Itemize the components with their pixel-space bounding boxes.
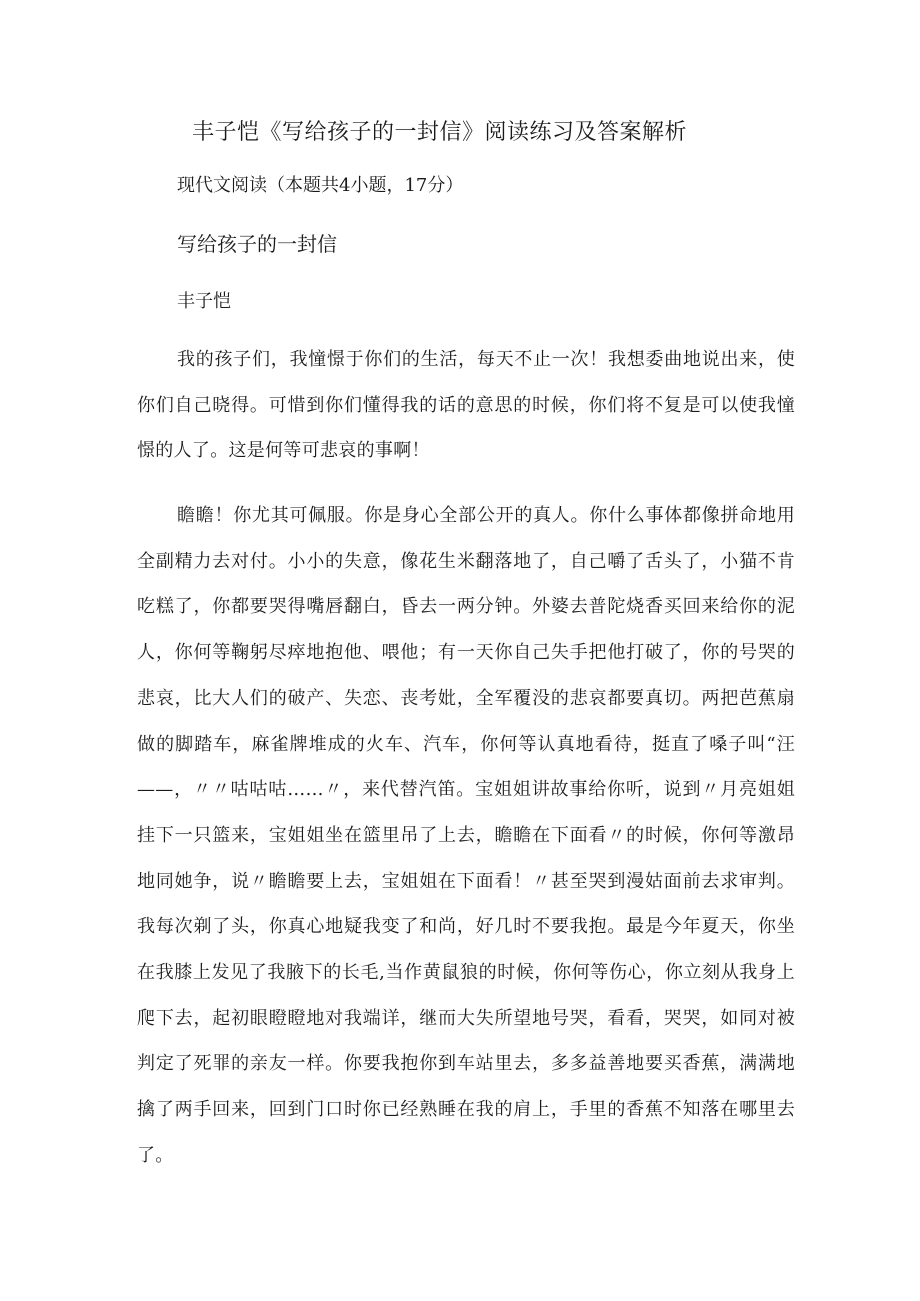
paragraph-1: 我的孩子们，我憧憬于你们的生活，每天不止一次！我想委曲地说出来，使你们自己晓得。可惜到你们懂得我的话的意思的时候，你们将不复是可以使我憧憬的人了。这是何等可悲哀的事啊！ (137, 349, 795, 462)
article-title: 写给孩子的一封信 (177, 232, 337, 256)
document-title: 丰子恺《写给孩子的一封信》阅读练习及答案解析 (192, 120, 688, 145)
article-author: 丰子恺 (177, 291, 231, 312)
section-heading: 现代文阅读（本题共4小题，17分） (177, 175, 464, 196)
paragraph-2: 瞻瞻！你尤其可佩服。你是身心全部公开的真人。你什么事体都像拼命地用全副精力去对付。小小的失意，像花生米翻落地了，自己嚼了舌头了，小猫不肯吃糕了，你都要哭得嘴唇翻白，昏去一两分钟。外婆去普陀烧香买回来给你的泥人，你何等鞠躬尽瘁地抱他、喂他；有一天你自己失手把他打破了，你的号哭的悲哀，比大人们的破产、失恋、丧考妣，全军覆没的悲哀都要真切。两把芭蕉扇做的脚踏车，麻雀牌堆成的火车、汽车，你何等认真地看待，挺直了嗓子叫“汪——，〃〃咕咕咕……〃，来代替汽笛。宝姐姐讲故事给你听，说到〃月亮姐姐挂下一只篮来，宝姐姐坐在篮里吊了上去，瞻瞻在下面看〃的时候，你何等激昂地同她争，说〃瞻瞻要上去，宝姐姐在下面看！〃甚至哭到漫姑面前去求审判。我每次剃了头，你真心地疑我变了和尚，好几时不要我抱。最是今年夏天，你坐在我膝上发见了我腋下的长毛,当作黄鼠狼的时候，你何等伤心，你立刻从我身上爬下去，起初眼瞪瞪地对我端详，继而大失所望地号哭，看看，哭哭，如同对被判定了死罪的亲友一样。你要我抱你到车站里去，多多益善地要买香蕉，满满地擒了两手回来，回到门口时你已经熟睡在我的肩上，手里的香蕉不知落在哪里去了。 (137, 505, 795, 1166)
